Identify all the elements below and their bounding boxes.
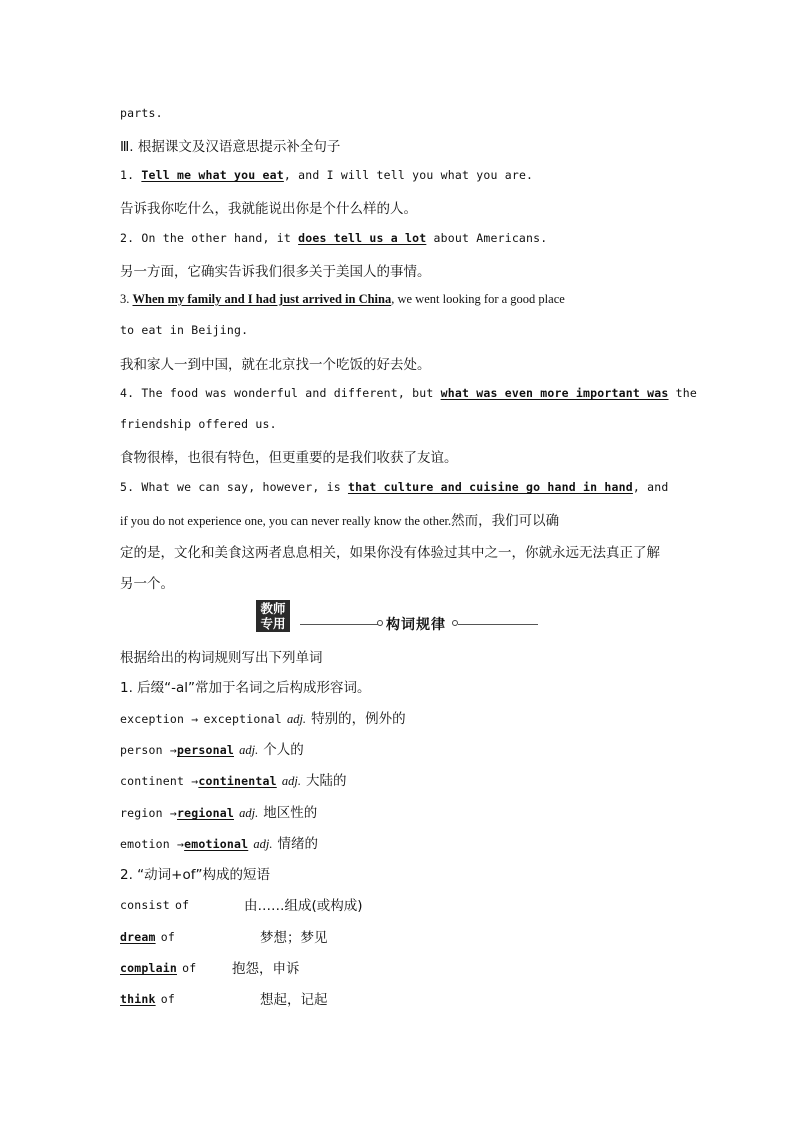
instructions: 根据给出的构词规则写出下列单词 xyxy=(120,650,323,666)
verb: consist xyxy=(120,898,170,912)
meaning: 特别的，例外的 xyxy=(311,711,406,727)
sentence-translation: 然而，我们可以确 xyxy=(451,513,560,529)
meaning: 大陆的 xyxy=(306,773,347,789)
sentence-3-continued: to eat in Beijing. xyxy=(120,323,249,337)
answer-text: dream xyxy=(120,930,156,944)
preposition: of xyxy=(160,992,175,1006)
answer-text: When my family and I had just arrived in China xyxy=(132,292,392,306)
sentence-1 xyxy=(120,168,533,182)
sentence-text: , and xyxy=(632,480,669,494)
item-number: 3. xyxy=(120,292,130,306)
answer-text: continental xyxy=(198,774,277,788)
answer-text: Tell me what you eat xyxy=(141,168,284,182)
divider-dot xyxy=(377,620,383,626)
part-of-speech: adj. xyxy=(253,837,273,851)
phrase-meaning: 梦想；梦见 xyxy=(260,930,328,946)
part-of-speech: adj. xyxy=(239,806,259,820)
badge-text: 专用 xyxy=(260,616,286,631)
sentence-2 xyxy=(120,231,547,245)
text-line xyxy=(120,106,163,120)
part-of-speech: adj. xyxy=(239,743,259,757)
base-word: continent → xyxy=(120,774,199,788)
sentence-5-continued xyxy=(120,509,559,529)
meaning: 地区性的 xyxy=(263,805,318,821)
text-fragment: parts. xyxy=(120,106,163,120)
answer-text: does tell us a lot xyxy=(298,231,427,245)
phrase-item xyxy=(120,926,175,945)
sentence-4-translation: 食物很棒，也很有特色，但更重要的是我们收获了友谊。 xyxy=(120,450,458,466)
meaning: 情绪的 xyxy=(277,836,319,852)
phrase-meaning: 由……组成(或构成) xyxy=(244,898,363,914)
derived-word: exceptional xyxy=(203,712,282,726)
base-word: exception → xyxy=(120,712,199,726)
answer-text: what was even more important was xyxy=(440,386,669,400)
sentence-5-translation: 定的是，文化和美食这两者息息相关，如果你没有体验过其中之一，你就永远无法真正了解 xyxy=(120,545,660,561)
sentence-text: the xyxy=(675,386,698,400)
answer-text: think xyxy=(120,992,156,1006)
phrase-item xyxy=(120,988,175,1007)
sentence-text: 2. On the other hand, it xyxy=(120,231,291,245)
sentence-text: about Americans. xyxy=(433,231,548,245)
sentence-3-translation: 我和家人一到中国，就在北京找一个吃饭的好去处。 xyxy=(120,357,431,373)
word-item xyxy=(120,801,317,821)
meaning: 个人的 xyxy=(263,742,304,758)
sentence-1-translation: 告诉我你吃什么，我就能说出你是个什么样的人。 xyxy=(120,201,417,217)
sentence-4 xyxy=(120,386,697,400)
teacher-only-badge xyxy=(256,600,290,632)
base-word: region → xyxy=(120,806,177,820)
answer-text: that culture and cuisine go hand in hand xyxy=(347,480,633,494)
part-of-speech: adj. xyxy=(286,712,307,726)
teacher-section-banner xyxy=(256,600,541,634)
preposition: of xyxy=(160,930,175,944)
answer-text: emotional xyxy=(184,837,249,851)
word-item xyxy=(120,738,304,758)
answer-text: complain xyxy=(120,961,177,975)
sentence-text: , we went looking for a good place xyxy=(391,292,565,306)
sentence-3 xyxy=(120,292,565,307)
phrase-meaning: 抱怨，申诉 xyxy=(232,961,300,977)
base-word: emotion → xyxy=(120,837,185,851)
word-item xyxy=(120,832,318,852)
sentence-5 xyxy=(120,480,669,494)
answer-text: regional xyxy=(177,806,234,820)
phrase-item xyxy=(120,894,189,913)
banner-title: 构词规律 xyxy=(386,617,446,633)
sentence-text: 5. What we can say, however, is xyxy=(120,480,341,494)
sentence-text: 4. The food was wonderful and different, but xyxy=(120,386,434,400)
sentence-2-translation: 另一方面，它确实告诉我们很多关于美国人的事情。 xyxy=(120,264,431,280)
preposition: of xyxy=(174,898,190,912)
sentence-4-continued: friendship offered us. xyxy=(120,417,277,431)
sentence-text: , and I will tell you what you are. xyxy=(283,168,534,182)
answer-text: personal xyxy=(177,743,234,757)
divider-dot xyxy=(452,620,458,626)
base-word: person → xyxy=(120,743,177,757)
divider xyxy=(300,624,378,625)
part-of-speech: adj. xyxy=(281,774,301,788)
phrase-meaning: 想起，记起 xyxy=(260,992,328,1008)
rule-2: 2. “动词+of”构成的短语 xyxy=(120,867,270,883)
section-heading: Ⅲ. 根据课文及汉语意思提示补全句子 xyxy=(120,139,341,155)
word-item xyxy=(120,707,406,727)
rule-1: 1. 后缀“-al”常加于名词之后构成形容词。 xyxy=(120,680,371,696)
divider xyxy=(458,624,538,625)
sentence-text: if you do not experience one, you can never really know the other. xyxy=(120,514,452,528)
badge-text: 教师 xyxy=(260,601,286,616)
sentence-5-translation-end: 另一个。 xyxy=(120,576,174,592)
item-number: 1. xyxy=(120,168,135,182)
phrase-item xyxy=(120,957,196,976)
word-item xyxy=(120,769,347,789)
preposition: of xyxy=(182,961,197,975)
